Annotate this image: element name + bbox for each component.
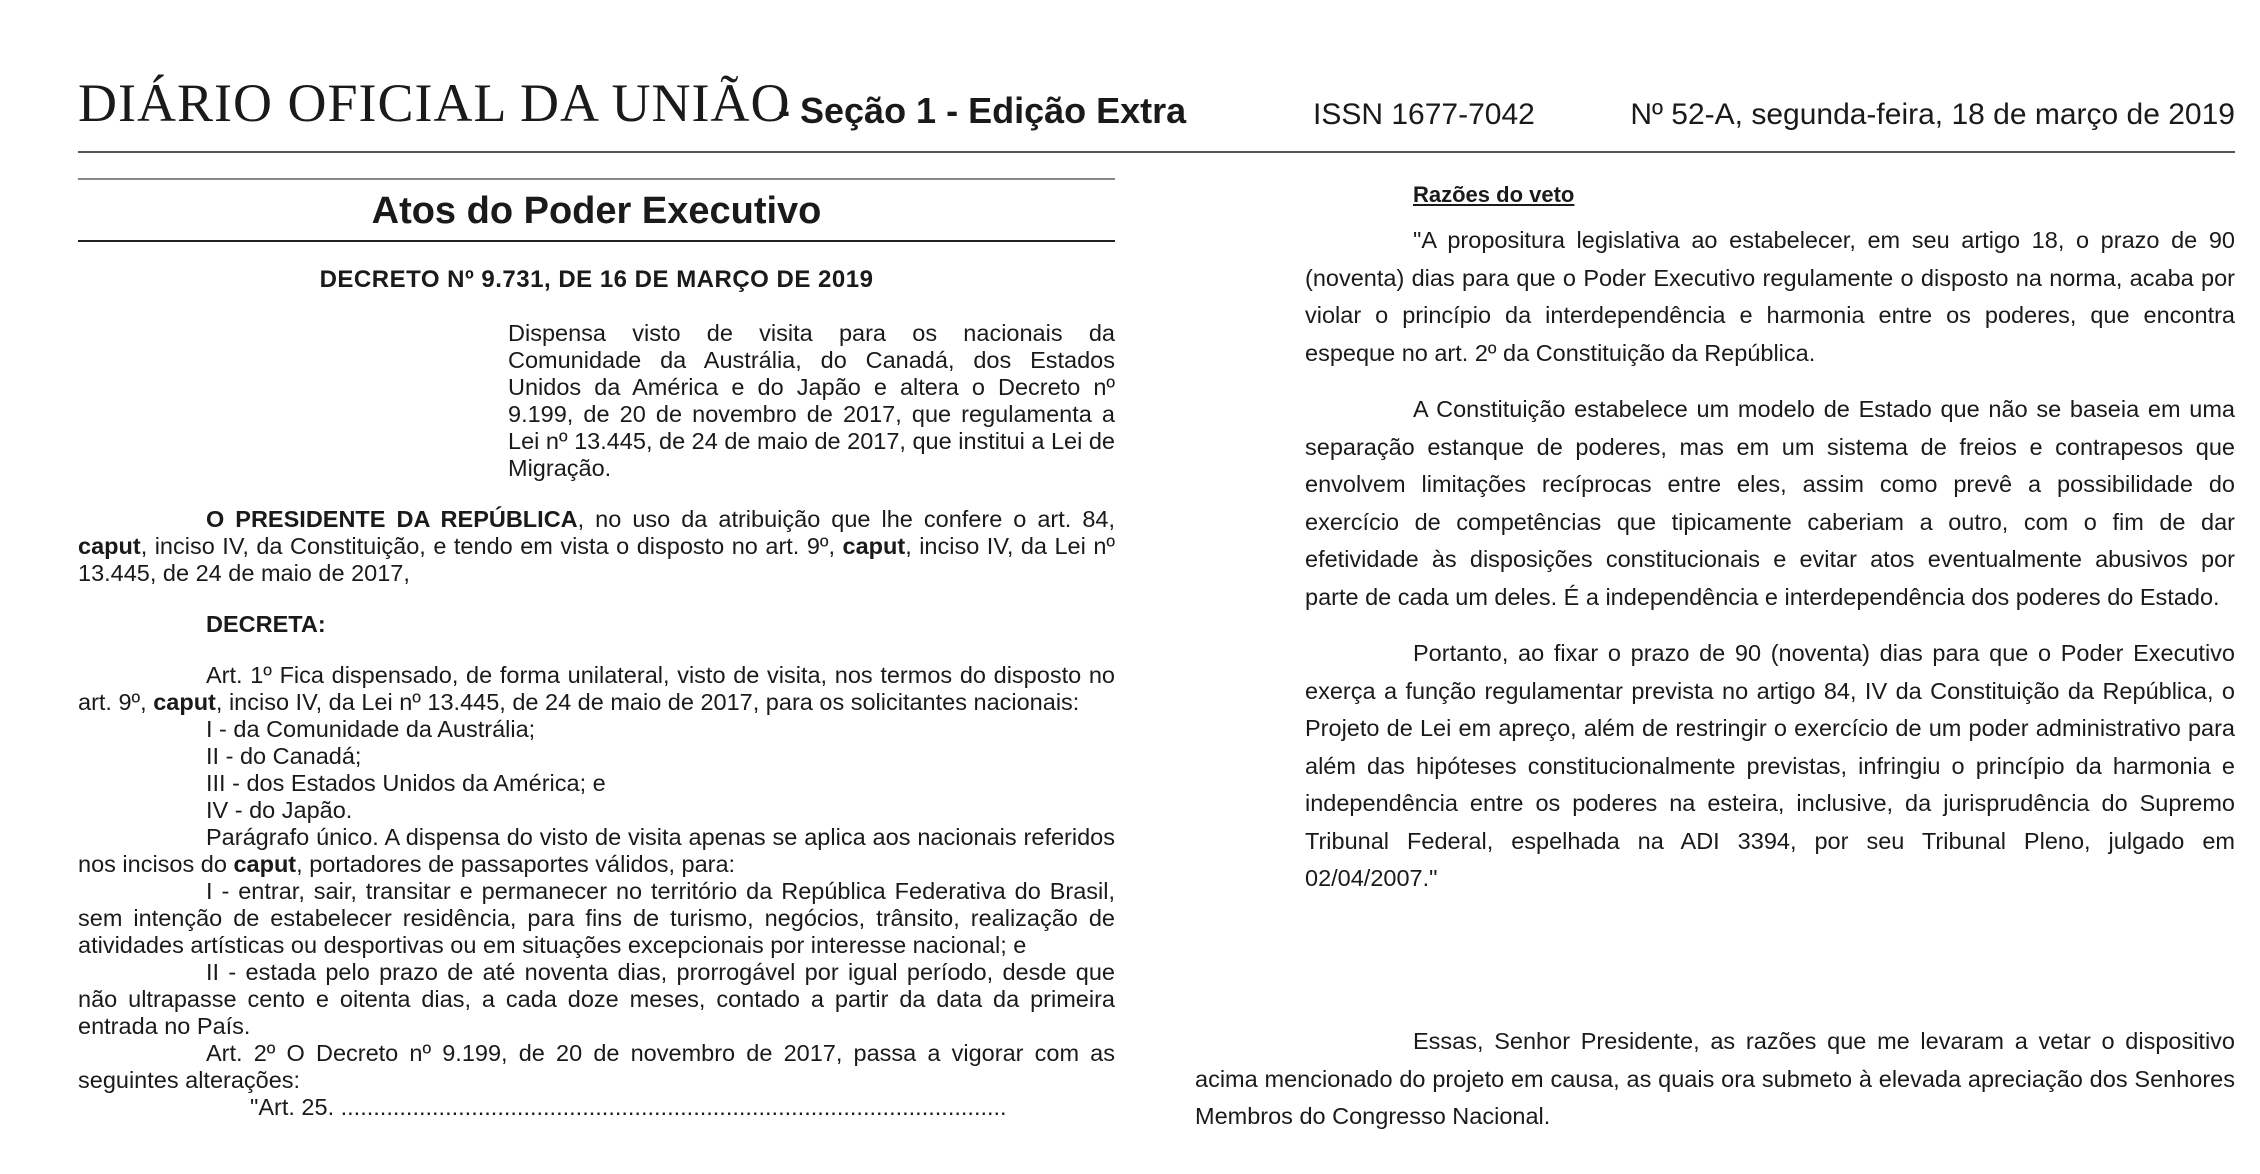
list-item: III - dos Estados Unidos da América; e: [206, 770, 606, 796]
sole-paragraph: [78, 824, 1115, 878]
veto-heading: Razões do veto: [1413, 182, 1575, 207]
caput-term: caput: [78, 533, 141, 559]
decree-title: DECRETO Nº 9.731, DE 16 DE MARÇO DE 2019: [319, 266, 874, 293]
sole-paragraph-text-a: Parágrafo único. A dispensa do visto de visita apenas se aplica aos nacionais referidos nos incisos do: [78, 824, 1115, 877]
preamble-text-1: , no uso da atribuição que lhe confere o art. 84,: [577, 506, 1115, 532]
list-item: II - do Canadá;: [206, 743, 362, 769]
inciso-2: II - estada pelo prazo de até noventa dias, prorrogável por igual período, desde que não ultrapasse cento e oitenta dias, a cada doze meses, contado a partir da data da primeira entrada no País.: [78, 959, 1115, 1039]
section-title: Atos do Poder Executivo: [371, 190, 822, 232]
article-1-text-b: , inciso IV, da Lei nº 13.445, de 24 de maio de 2017, para os solicitantes nacionais:: [215, 689, 1080, 715]
preamble-text-3: , inciso IV, da Lei nº 13.445, de 24 de maio de 2017,: [78, 533, 1115, 586]
masthead: [78, 72, 2235, 152]
closing-paragraph: Essas, Senhor Presidente, as razões que me levaram a vetar o dispositivo acima mencionado do projeto em causa, as quais ora submeto à elevada apreciação dos Senhores Membros do Congresso Nacional.: [1195, 1028, 2235, 1129]
caput-term: caput: [233, 851, 297, 877]
preamble: [78, 506, 1115, 587]
article-25-line: "Art. 25. ......................................................................................................: [250, 1094, 1007, 1120]
sole-paragraph-text-b: , portadores de passaportes válidos, para:: [296, 851, 736, 877]
issn: ISSN 1677-7042: [1313, 98, 1535, 131]
left-column: [78, 178, 1115, 1121]
caput-term: caput: [842, 533, 906, 559]
right-column: [1305, 180, 2235, 898]
preamble-text-2: , inciso IV, da Constituição, e tendo em vista o disposto no art. 9º,: [140, 533, 843, 559]
article-1: [78, 662, 1115, 716]
article-1-text-a: Art. 1º Fica dispensado, de forma unilateral, visto de visita, nos termos do disposto no art. 9º,: [78, 662, 1115, 715]
decreta-label: DECRETA:: [206, 611, 326, 637]
gazette-title: DIÁRIO OFICIAL DA UNIÃO: [78, 73, 791, 133]
article-2: Art. 2º O Decreto nº 9.199, de 20 de novembro de 2017, passa a vigorar com as seguintes alterações:: [78, 1040, 1115, 1093]
veto-paragraph-2: A Constituição estabelece um modelo de Estado que não se baseia em uma separação estanque de poderes, mas em um sistema de freios e contrapesos que envolvem limitações recíprocas entre eles, assim como prevê a possibilidade do exercício de competências que tipicamente caberiam a outro, com o fim de dar efetividade às disposições constitucionais e evitar atos eventualmente abusivos por parte de cada um deles. É a independência e interdependência dos poderes do Estado.: [1305, 396, 2235, 610]
section-top-rule: [78, 178, 1115, 180]
masthead-divider: [78, 151, 2235, 153]
list-item: IV - do Japão.: [206, 797, 353, 823]
veto-paragraph-3: Portanto, ao fixar o prazo de 90 (noventa) dias para que o Poder Executivo exerça a função regulamentar prevista no artigo 84, IV da Constituição da República, o Projeto de Lei em apreço, além de restringir o exercício de um poder administrativo para além das hipóteses constitucionalmente previstas, infringiu o princípio da harmonia e independência entre os poderes na esteira, inclusive, da jurisprudência do Supremo Tribunal Federal, espelhada na ADI 3394, por seu Tribunal Pleno, julgado em 02/04/2007.": [1305, 640, 2235, 891]
edition-date: Nº 52-A, segunda-feira, 18 de março de 2019: [1630, 98, 2235, 131]
veto-paragraph-1: "A propositura legislativa ao estabelecer, em seu artigo 18, o prazo de 90 (noventa) dias para que o Poder Executivo regulamente o disposto na norma, acaba por violar o princípio da interdependência e harmonia entre os poderes, que encontra espeque no art. 2º da Constituição da República.: [1305, 227, 2235, 366]
decree-summary: Dispensa visto de visita para os nacionais da Comunidade da Austrália, do Canadá, dos Estados Unidos da América e do Japão e altera o Decreto nº 9.199, de 20 de novembro de 2017, que regulamenta a Lei nº 13.445, de 24 de maio de 2017, que institui a Lei de Migração.: [508, 320, 1115, 481]
section-bottom-rule: [78, 240, 1115, 242]
section-label: - Seção 1 - Edição Extra: [778, 90, 1187, 131]
caput-term: caput: [153, 689, 216, 715]
president-label: O PRESIDENTE DA REPÚBLICA: [206, 506, 578, 532]
list-item: I - da Comunidade da Austrália;: [206, 716, 536, 742]
inciso-1: I - entrar, sair, transitar e permanecer no território da República Federativa do Brasil, sem intenção de estabelecer residência, para fins de turismo, negócios, trânsito, realização de atividades artísticas ou desportivas ou em situações excepcionais por interesse nacional; e: [78, 878, 1115, 958]
